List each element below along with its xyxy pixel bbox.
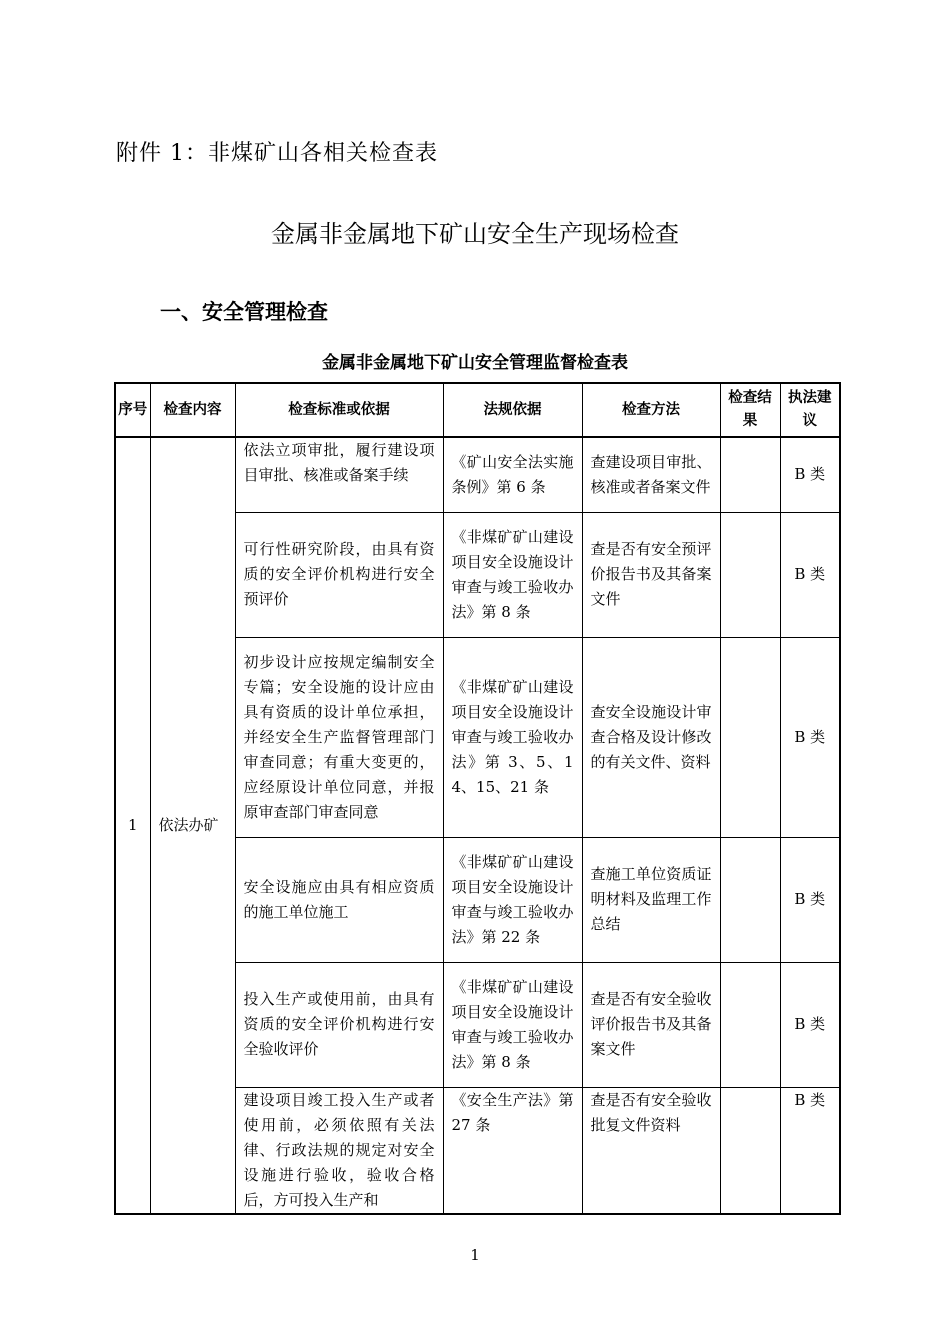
header-content: 检查内容 bbox=[150, 383, 235, 437]
cell-basis: 《非煤矿矿山建设项目安全设施设计审查与竣工验收办法》第 22 条 bbox=[443, 837, 582, 962]
attachment-title: 附件 1：非煤矿山各相关检查表 bbox=[116, 141, 438, 166]
cell-method: 查安全设施设计审查合格及设计修改的有关文件、资料 bbox=[582, 637, 720, 837]
cell-basis: 《安全生产法》第 27 条 bbox=[443, 1087, 582, 1214]
cell-standard: 初步设计应按规定编制安全专篇；安全设施的设计应由具有资质的设计单位承担，并经安全生产监督管理部门审查同意；有重大变更的，应经原设计单位同意，并报原审查部门审查同意 bbox=[235, 637, 443, 837]
cell-advice: B 类 bbox=[780, 437, 840, 512]
cell-advice: B 类 bbox=[780, 1087, 840, 1214]
cell-standard: 依法立项审批，履行建设项目审批、核准或备案手续 bbox=[235, 437, 443, 512]
cell-advice: B 类 bbox=[780, 637, 840, 837]
header-result: 检查结果 bbox=[720, 383, 780, 437]
cell-result bbox=[720, 1087, 780, 1214]
cell-result bbox=[720, 962, 780, 1087]
section-heading: 一、安全管理检查 bbox=[160, 300, 328, 324]
cell-method: 查是否有安全验收评价报告书及其备案文件 bbox=[582, 962, 720, 1087]
cell-result bbox=[720, 512, 780, 637]
cell-method: 查是否有安全预评价报告书及其备案文件 bbox=[582, 512, 720, 637]
header-standard: 检查标准或依据 bbox=[235, 383, 443, 437]
cell-standard: 安全设施应由具有相应资质的施工单位施工 bbox=[235, 837, 443, 962]
cell-basis: 《非煤矿矿山建设项目安全设施设计审查与竣工验收办法》第 3、5、14、15、21 条 bbox=[443, 637, 582, 837]
cell-standard: 建设项目竣工投入生产或者使用前，必须依照有关法律、行政法规的规定对安全设施进行验收，验收合格后，方可投入生产和 bbox=[235, 1087, 443, 1214]
table-row bbox=[115, 437, 840, 512]
cell-method: 查施工单位资质证明材料及监理工作总结 bbox=[582, 837, 720, 962]
cell-basis: 《矿山安全法实施条例》第 6 条 bbox=[443, 437, 582, 512]
cell-advice: B 类 bbox=[780, 512, 840, 637]
header-basis: 法规依据 bbox=[443, 383, 582, 437]
header-seq: 序号 bbox=[115, 383, 150, 437]
table-title: 金属非金属地下矿山安全管理监督检查表 bbox=[322, 353, 628, 373]
cell-result bbox=[720, 637, 780, 837]
row-content: 依法办矿 bbox=[150, 437, 235, 1214]
cell-basis: 《非煤矿矿山建设项目安全设施设计审查与竣工验收办法》第 8 条 bbox=[443, 962, 582, 1087]
cell-advice: B 类 bbox=[780, 837, 840, 962]
row-seq: 1 bbox=[115, 437, 150, 1214]
header-advice: 执法建议 bbox=[780, 383, 840, 437]
cell-method: 查建设项目审批、核准或者备案文件 bbox=[582, 437, 720, 512]
cell-result bbox=[720, 437, 780, 512]
header-method: 检查方法 bbox=[582, 383, 720, 437]
cell-standard: 可行性研究阶段，由具有资质的安全评价机构进行安全预评价 bbox=[235, 512, 443, 637]
document-title: 金属非金属地下矿山安全生产现场检查 bbox=[271, 220, 679, 248]
cell-result bbox=[720, 837, 780, 962]
cell-method: 查是否有安全验收批复文件资料 bbox=[582, 1087, 720, 1214]
cell-advice: B 类 bbox=[780, 962, 840, 1087]
inspection-table bbox=[114, 382, 841, 1215]
cell-basis: 《非煤矿矿山建设项目安全设施设计审查与竣工验收办法》第 8 条 bbox=[443, 512, 582, 637]
table-header-row bbox=[115, 383, 840, 437]
cell-standard: 投入生产或使用前，由具有资质的安全评价机构进行安全验收评价 bbox=[235, 962, 443, 1087]
page-number: 1 bbox=[470, 1246, 480, 1264]
